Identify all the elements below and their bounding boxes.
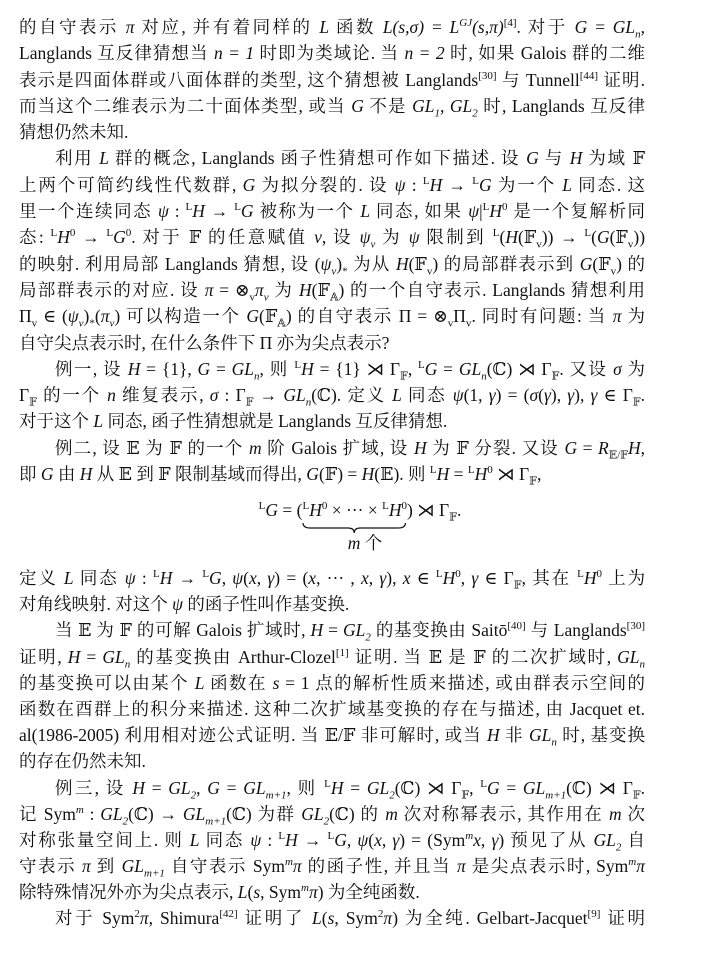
- text-line: 例一, 设 H = {1}, $G = GL_n$, 则 $^L$H = {1} ⋊ $\Gamma_𝔽$, $^LG = GL_n(ℂ)$ ⋊ $\Gamma_𝔽$. 又设 σ 为: [55, 358, 646, 383]
- text-line: 的自守表示 π 对应, 并有着同样的 L 函数 $L(s,\sigma) = L^{GJ}(s,\pi)[4]$. 对于 $G = GL_n$,: [19, 17, 646, 41]
- text-block-upper: [19, 14, 645, 487]
- text-line: al(1986-2005) 利用相对迹公式证明. 当 𝔼/𝔽 非可解时, 或当 H 非 $GL_n$ 时, 基变换: [19, 725, 645, 749]
- underbrace-group: [302, 500, 406, 521]
- text-line: 例三, 设 $H = GL_2$, $G = GL_{m+1}$, 则 $^LH = GL_2(ℂ)$ ⋊ $\Gamma_𝔽$, $^LG = GL_{m+1}(ℂ)$ ⋊ $\Gamma_𝔽$.: [55, 777, 645, 801]
- text-line: 表示是四面体群或八面体群的类型, 这个猜想被 Langlands[30] 与 Tunnell[44] 证明.: [19, 69, 645, 90]
- text-line: 除特殊情况外亦为尖点表示, L(s, Sym$^m$π) 为全纯函数.: [19, 882, 420, 903]
- text-line: 对称张量空间上. 则 L 同态 ψ : $^L$H → $^L$G, ψ(x, γ) = (Sym$^m$x, γ) 预见了从 $GL_2$ 自: [19, 829, 646, 854]
- text-line: 对角线映射. 对这个 ψ 的函子性叫作基变换.: [19, 594, 350, 615]
- display-equation: [0, 500, 720, 524]
- text-line: Langlands 互反律猜想当 n = 1 时即为类域论. 当 n = 2 时, 如果 Galois 群的二维: [19, 43, 645, 64]
- text-line: 的存在仍然未知.: [19, 751, 146, 772]
- equation-braced: $^LH^0$ × ··· × $^LH^0$: [302, 500, 407, 520]
- text-line: 对于 Sym$^2$π, Shimura[42] 证明了 L(s, Sym$^2$π) 为全纯. Gelbart-Jacquet[9] 证明: [55, 908, 646, 929]
- text-line: 当 𝔼 为 𝔽 的可解 Galois 扩域时, $H = GL_2$ 的基变换由 Saitō[40] 与 Langlands[30]: [55, 620, 645, 644]
- equation-left: $^L$G = (: [258, 500, 303, 520]
- text-line: 上两个可简约线性代数群, G 为拟分裂的. 设 ψ : $^L$H → $^L$G 为一个 L 同态. 这: [19, 174, 646, 195]
- text-line: 而当这个二维表示为二十面体类型, 或当 G 不是 $GL_1$, $GL_2$ 时, Langlands 互反律: [19, 95, 646, 120]
- text-line: 例二, 设 𝔼 为 𝔽 的一个 m 阶 Galois 扩域, 设 H 为 𝔽 分裂. 又设 $G = R_{𝔼/𝔽}H$,: [55, 437, 645, 462]
- text-line: $\Gamma_𝔽$ 的一个 n 维复表示, σ : $\Gamma_𝔽$ → $GL_n(ℂ)$. 定义 L 同态 ψ(1, γ) = (σ(γ), γ), γ ∈ $\Gamma_𝔽$.: [19, 385, 646, 409]
- underbrace-text: m 个: [347, 533, 383, 553]
- text-line: 的基变换可以由某个 L 函数在 s = 1 点的解析性质来描述, 或由群表示空间的: [19, 672, 645, 693]
- text-line: 对于这个 L 同态, 函子性猜想就是 Langlands 互反律猜想.: [19, 411, 448, 432]
- text-line: 即 G 由 H 从 𝔼 到 𝔽 限制基域而得出, G(𝔽) = H(𝔼). 则 $^LH = ^LH^0$ ⋊ $\Gamma_𝔽$,: [19, 464, 542, 488]
- text-line: 守表示 π 到 $GL_{m+1}$ 自守表示 Sym$^m$π 的函子性, 并且当 π 是尖点表示时, Sym$^m$π: [19, 856, 646, 880]
- equation-right: ) ⋊ $\Gamma_𝔽$.: [406, 500, 462, 524]
- underbrace-label: [0, 530, 720, 555]
- text-line: 里一个连续同态 ψ : $^L$H → $^L$G 被称为一个 L 同态, 如果 $\psi|^LH^0$ 是一个复解析同: [19, 201, 646, 222]
- text-line: 记 Sym$^m$ : $GL_2(ℂ)$ → $GL_{m+1}(ℂ)$ 为群 $GL_2(ℂ)$ 的 m 次对称幂表示, 其作用在 m 次: [19, 803, 645, 828]
- text-line: 局部群表示的对应. 设 $\pi = \otimes_v\pi_v$ 为 H(𝔽$_𝔸$) 的一个自守表示. Langlands 猜想利用: [19, 279, 645, 304]
- text-line: 定义 L 同态 ψ : $^L$H → $^L$G, ψ(x, γ) = (x, ··· , x, γ), x ∈ $^LH^0$, γ ∈ $\Gamma_𝔽$, 其在 $^LH^0$ 上为: [19, 568, 646, 592]
- text-line: 函数在酉群上的积分来描述. 这种二次扩域基变换的存在与描述, 由 Jacquet et.: [19, 698, 645, 719]
- text-line: 态: $^LH^0 \to ^LG^0$. 对于 𝔽 的任意赋值 v, 设 $\psi_v$ 为 ψ 限制到 $^L$(H(𝔽$_v$)) → $^L$(G(𝔽$_v$)): [19, 227, 646, 251]
- text-line: 自守尖点表示时, 在什么条件下 Π 亦为尖点表示?: [19, 332, 390, 353]
- text-line: 猜想仍然未知.: [19, 122, 129, 143]
- text-line: $\Pi_v$ ∈ $(\psi_v)_*(\pi_v)$ 可以构造一个 G(𝔽$_𝔸$) 的自守表示 $\Pi = \otimes_v\Pi_v$. 同时有问题: 当 π 为: [19, 306, 645, 330]
- text-line: 证明, $H = GL_n$ 的基变换由 Arthur-Clozel[1] 证明. 当 𝔼 是 𝔽 的二次扩域时, $GL_n$: [19, 646, 646, 671]
- text-block-lower: [19, 565, 645, 932]
- text-line: 利用 L 群的概念, Langlands 函子性猜想可作如下描述. 设 G 与 H 为域 𝔽: [55, 148, 646, 169]
- text-line: 的映射. 利用局部 Langlands 猜想, 设 $(\psi_v)_*$ 为从 H(𝔽$_v$) 的局部群表示到 G(𝔽$_v$) 的: [19, 253, 646, 278]
